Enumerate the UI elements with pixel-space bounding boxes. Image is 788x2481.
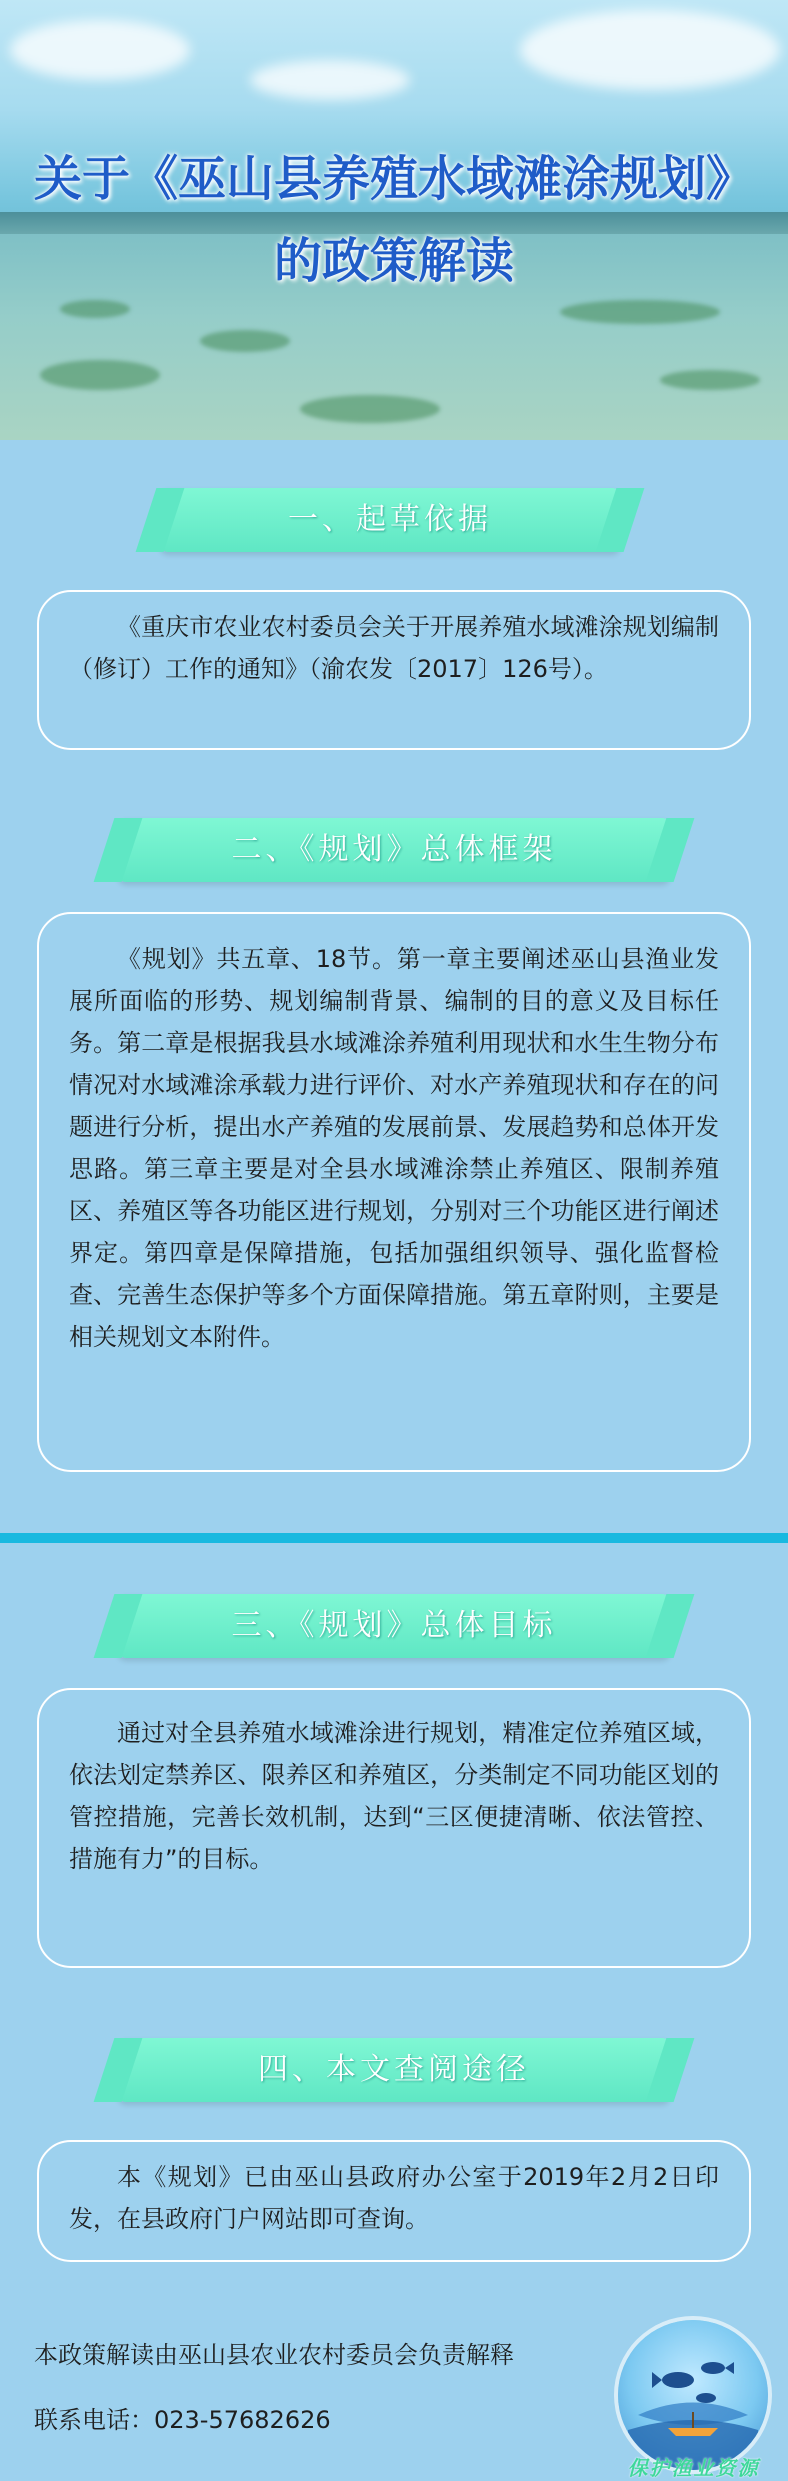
section-heading-framework: 二、《规划》总体框架 <box>118 818 670 882</box>
fishery-protection-logo <box>618 2320 768 2470</box>
cloud <box>10 20 190 80</box>
section-body-basis: 《重庆市农业农村委员会关于开展养殖水域滩涂规划编制（修订）工作的通知》（渝农发〔2017〕126号）。 <box>69 613 719 683</box>
logo-caption: 保护渔业资源 <box>627 2456 760 2480</box>
water-plants <box>200 330 290 352</box>
section-heading-goals: 三、《规划》总体目标 <box>118 1594 670 1658</box>
page-title: 关于《巫山县养殖水域滩涂规划》 <box>33 151 754 207</box>
cloud <box>520 10 780 90</box>
section-panel-goals <box>37 1688 751 1968</box>
section-panel-framework <box>37 912 751 1472</box>
cloud <box>250 60 410 100</box>
section-body-access: 本《规划》已由巫山县政府办公室于2019年2月2日印发，在县政府门户网站即可查询。 <box>69 2163 719 2233</box>
hero-banner <box>0 0 788 440</box>
water-plants <box>60 300 130 318</box>
section-heading-access: 四、本文查阅途径 <box>118 2038 670 2102</box>
section-body-framework: 《规划》共五章、18节。第一章主要阐述巫山县渔业发展所面临的形势、规划编制背景、编制的目的意义及目标任务。第二章是根据我县水域滩涂养殖利用现状和水生生物分布情况对水域滩涂承载力进行评价、对水产养殖现状和存在的问题进行分析，提出水产养殖的发展前景、发展趋势和总体开发思路。第三章主要是对全县水域滩涂禁止养殖区、限制养殖区、养殖区等各功能区进行规划，分别对三个功能区进行阐述界定。第四章是保障措施，包括加强组织领导、强化监督检查、完善生态保护等多个方面保障措施。第五章附则，主要是相关规划文本附件。 <box>69 945 719 1351</box>
section-body-goals: 通过对全县养殖水域滩涂进行规划，精准定位养殖区域，依法划定禁养区、限养区和养殖区，分类制定不同功能区划的管控措施，完善长效机制，达到“三区便捷清晰、依法管控、措施有力”的目标。 <box>69 1719 719 1873</box>
water-plants <box>560 300 720 324</box>
page-subtitle: 的政策解读 <box>273 233 514 289</box>
water-plants <box>300 395 440 423</box>
contact-phone: 联系电话：023-57682626 <box>34 2406 331 2434</box>
fish-icon <box>618 2320 768 2470</box>
section-panel-basis <box>37 590 751 750</box>
water-plants <box>40 360 160 390</box>
divider-bar <box>0 1533 788 1543</box>
section-heading-basis: 一、起草依据 <box>160 488 620 552</box>
section-panel-access <box>37 2140 751 2262</box>
water-plants <box>660 370 760 390</box>
responsibility-note: 本政策解读由巫山县农业农村委员会负责解释 <box>34 2341 514 2369</box>
